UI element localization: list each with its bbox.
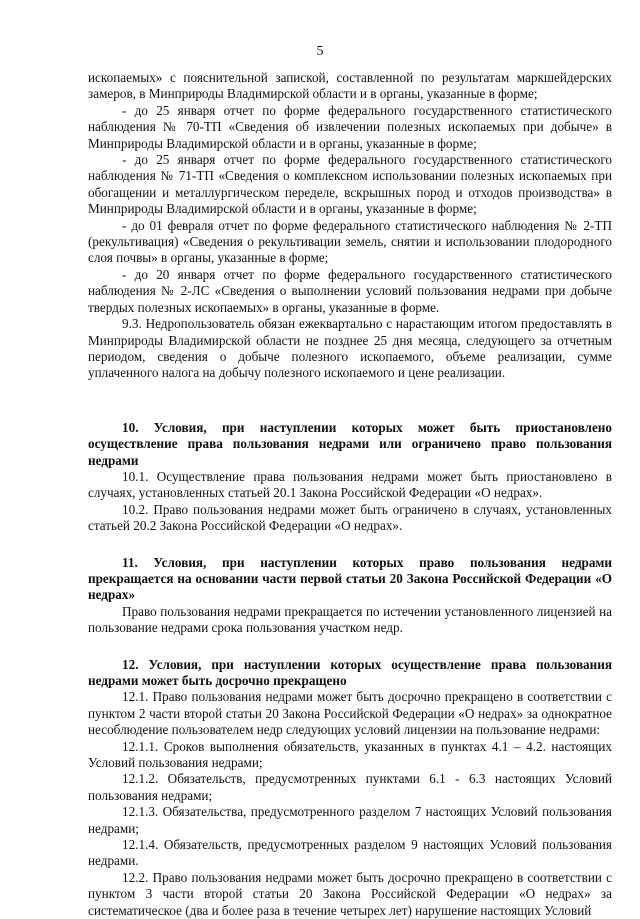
section-heading: 12. Условия, при наступлении которых осуществление права пользования недрами может быть досрочно прекращено	[88, 656, 612, 688]
paragraph: - до 25 января отчет по форме федерального государственного статистического наблюдения № 71-ТП «Сведения о комплексном использовании полезных ископаемых при обогащении и металлургическом переделе, вскрышных пород и отходов производства» в Минприроды Владимирской области и в органы, указанные в форме;	[88, 152, 612, 217]
section-gap	[88, 382, 612, 420]
paragraph: 10.1. Осуществление права пользования недрами может быть приостановлено в случаях, установленных статьей 20.1 Закона Российской Федерации «О недрах».	[88, 468, 612, 501]
paragraph: 9.3. Недропользователь обязан ежеквартально с нарастающим итогом предоставлять в Минприроды Владимирской области не позднее 25 дня месяца, следующего за отчетным периодом, сведения о добыче полезного ископаемого, объеме реализации, сумме уплаченного налога на добычу полезного ископаемого и цене реализации.	[88, 316, 612, 381]
paragraph: Право пользования недрами прекращается по истечении установленного лицензией на пользование недрами срока пользования участком недр.	[88, 603, 612, 636]
section-gap	[88, 535, 612, 555]
paragraph: 12.1. Право пользования недрами может быть досрочно прекращено в соответствии с пунктом 2 части второй статьи 20 Закона Российской Федерации «О недрах» за однократное несоблюдение пользователем недр следующих условий лицензии на пользование недрами:	[88, 689, 612, 738]
paragraph: 12.1.1. Сроков выполнения обязательств, указанных в пунктах 4.1 – 4.2. настоящих Условий пользования недрами;	[88, 738, 612, 771]
paragraph: - до 01 февраля отчет по форме федерального статистического наблюдения № 2-ТП (рекультивация) «Сведения о рекультивации земель, снятии и использовании плодородного слоя почвы» в органы, указанные в форме;	[88, 217, 612, 266]
page-number: 5	[316, 44, 324, 59]
section-gap	[88, 637, 612, 657]
paragraph: - до 20 января отчет по форме федерального государственного статистического наблюдения № 2-ЛС «Сведения о выполнении условий пользования недрами при добыче твердых полезных ископаемых» в органы, указанные в форме.	[88, 266, 612, 315]
paragraph: 12.1.2. Обязательств, предусмотренных пунктами 6.1 - 6.3 настоящих Условий пользования недрами;	[88, 771, 612, 803]
paragraph: 12.1.4. Обязательств, предусмотренных разделом 9 настоящих Условий пользования недрами.	[88, 837, 612, 869]
paragraph: - до 25 января отчет по форме федерального государственного статистического наблюдения № 70-ТП «Сведения об извлечении полезных ископаемых при добыче» в Минприроды Владимирской области и в органы, указанные в форме;	[88, 102, 612, 151]
document-body	[88, 70, 612, 919]
paragraph: ископаемых» с пояснительной запиской, составленной по результатам маркшейдерских замеров, в Минприроды Владимирской области и в органы, указанные в форме;	[88, 70, 612, 102]
section-heading: 10. Условия, при наступлении которых может быть приостановлено осуществление права пользования недрами или ограничено право пользования недрами	[88, 419, 612, 468]
paragraph: 12.2. Право пользования недрами может быть досрочно прекращено в соответствии с пунктом 3 части второй статьи 20 Закона Российской Федерации «О недрах» за систематическое (два и более раза в течение четырех лет) нарушение настоящих Условий	[88, 869, 612, 918]
section-heading: 11. Условия, при наступлении которых право пользования недрами прекращается на основании части первой статьи 20 Закона Российской Федерации «О недрах»	[88, 554, 612, 603]
paragraph: 10.2. Право пользования недрами может быть ограничено в случаях, установленных статьей 20.2 Закона Российской Федерации «О недрах».	[88, 501, 612, 534]
paragraph: 12.1.3. Обязательства, предусмотренного разделом 7 настоящих Условий пользования недрами;	[88, 804, 612, 836]
